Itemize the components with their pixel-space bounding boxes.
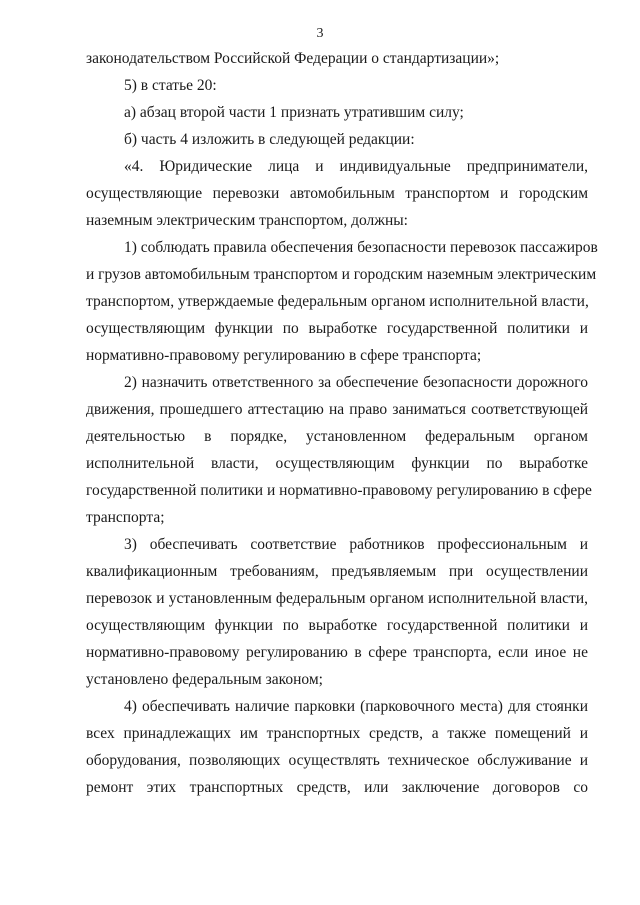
text-line: оборудования, позволяющих осуществлять техническое обслуживание и: [86, 752, 588, 769]
text-line: 3) обеспечивать соответствие работников профессиональным и: [124, 536, 588, 553]
text-line: установлено федеральным законом;: [86, 671, 323, 688]
text-line: 1) соблюдать правила обеспечения безопасности перевозок пассажиров: [124, 239, 598, 256]
text-line: осуществляющим функции по выработке государственной политики и: [86, 320, 588, 337]
text-line: транспортом, утверждаемые федеральным органом исполнительной власти,: [86, 293, 589, 310]
text-line: б) часть 4 изложить в следующей редакции:: [124, 131, 415, 148]
text-line: осуществляющие перевозки автомобильным транспортом и городским: [86, 185, 588, 202]
text-line: 5) в статье 20:: [124, 77, 217, 94]
text-line: осуществляющим функции по выработке государственной политики и: [86, 617, 588, 634]
text-line: государственной политики и нормативно-правовому регулированию в сфере: [86, 482, 592, 499]
page-number: 3: [316, 26, 324, 41]
text-line: квалификационным требованиям, предъявляемым при осуществлении: [86, 563, 588, 580]
document-body: [86, 45, 598, 801]
text-line: всех принадлежащих им транспортных средств, а также помещений и: [86, 725, 588, 742]
text-line: нормативно-правовому регулированию в сфере транспорта, если иное не: [86, 644, 588, 661]
text-line: ремонт этих транспортных средств, или заключение договоров со: [86, 779, 588, 796]
text-line: «4. Юридические лица и индивидуальные предприниматели,: [124, 158, 588, 175]
text-line: нормативно-правовому регулированию в сфере транспорта;: [86, 347, 482, 364]
text-line: движения, прошедшего аттестацию на право заниматься соответствующей: [86, 401, 588, 418]
text-line: законодательством Российской Федерации о стандартизации»;: [86, 50, 500, 67]
text-line: транспорта;: [86, 509, 165, 526]
text-line: 2) назначить ответственного за обеспечение безопасности дорожного: [124, 374, 588, 391]
text-line: а) абзац второй части 1 признать утратившим силу;: [124, 104, 464, 121]
text-line: наземным электрическим транспортом, должны:: [86, 212, 408, 229]
text-line: 4) обеспечивать наличие парковки (парковочного места) для стоянки: [124, 698, 588, 715]
text-line: деятельностью в порядке, установленном федеральным органом: [86, 428, 588, 445]
text-line: и грузов автомобильным транспортом и городским наземным электрическим: [86, 266, 597, 283]
text-line: исполнительной власти, осуществляющим функции по выработке: [86, 455, 588, 472]
text-line: перевозок и установленным федеральным органом исполнительной власти,: [86, 590, 588, 607]
